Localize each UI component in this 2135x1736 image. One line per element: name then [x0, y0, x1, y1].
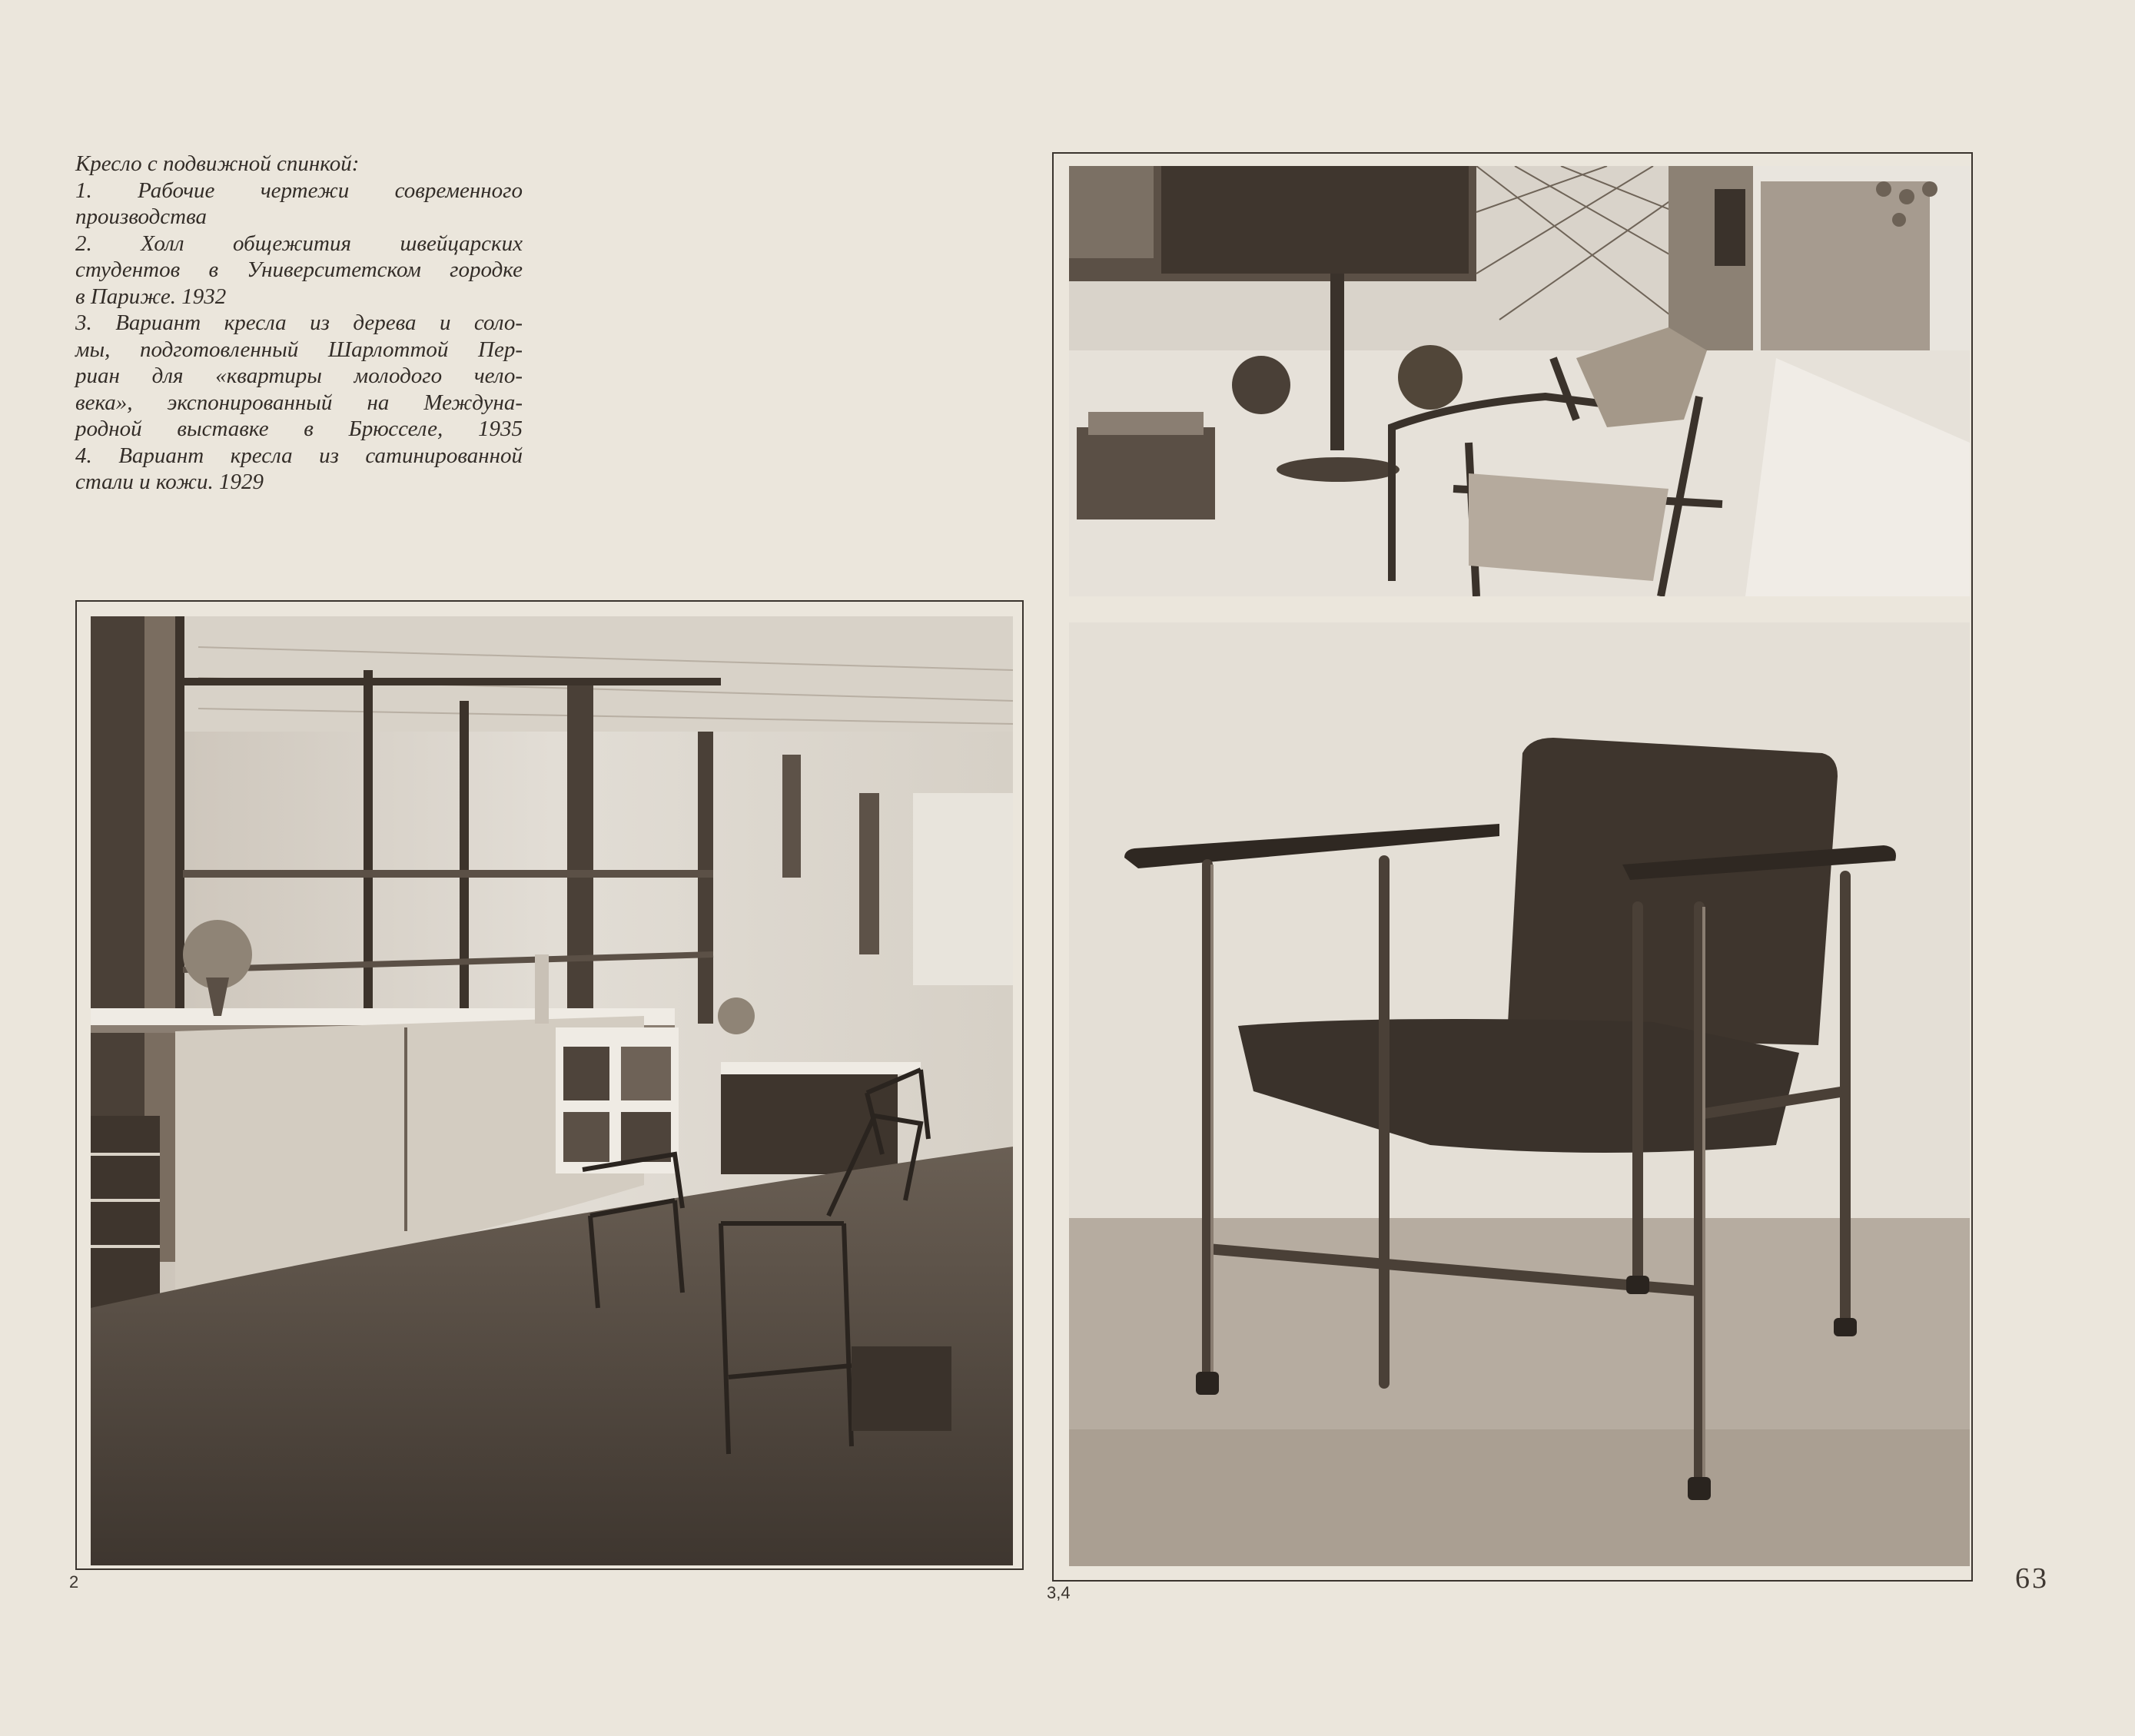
- caption-line: студентов в Университетском городке: [75, 257, 523, 282]
- page-number: 63: [2015, 1562, 2049, 1595]
- caption-line: стали и кожи. 1929: [75, 470, 264, 494]
- caption-line: мы, подготовленный Шарлоттой Пер-: [75, 337, 523, 362]
- caption-line: Кресло с подвижной спинкой:: [75, 151, 360, 176]
- caption-line: 3. Вариант кресла из дерева и соло-: [75, 310, 523, 335]
- hall-interior-photo: [91, 616, 1013, 1565]
- wood-straw-chair-photo: [1069, 166, 1970, 596]
- caption-line: 4. Вариант кресла из сатинированной: [75, 443, 523, 468]
- figure-2-number: 2: [69, 1572, 79, 1592]
- steel-leather-chair-photo: [1069, 622, 1970, 1566]
- caption-line: производства: [75, 204, 208, 229]
- figure-caption: [75, 151, 523, 496]
- caption-line: в Париже. 1932: [75, 284, 227, 309]
- caption-line: 2. Холл общежития швейцарских: [75, 231, 523, 256]
- figure-3-4-number: 3,4: [1047, 1583, 1071, 1602]
- caption-line: родной выставке в Брюсселе, 1935: [75, 417, 523, 441]
- caption-line: века», экспонированный на Междуна-: [75, 390, 523, 415]
- caption-line: риан для «квартиры молодого чело-: [75, 363, 523, 388]
- caption-line: 1. Рабочие чертежи современного: [75, 178, 523, 203]
